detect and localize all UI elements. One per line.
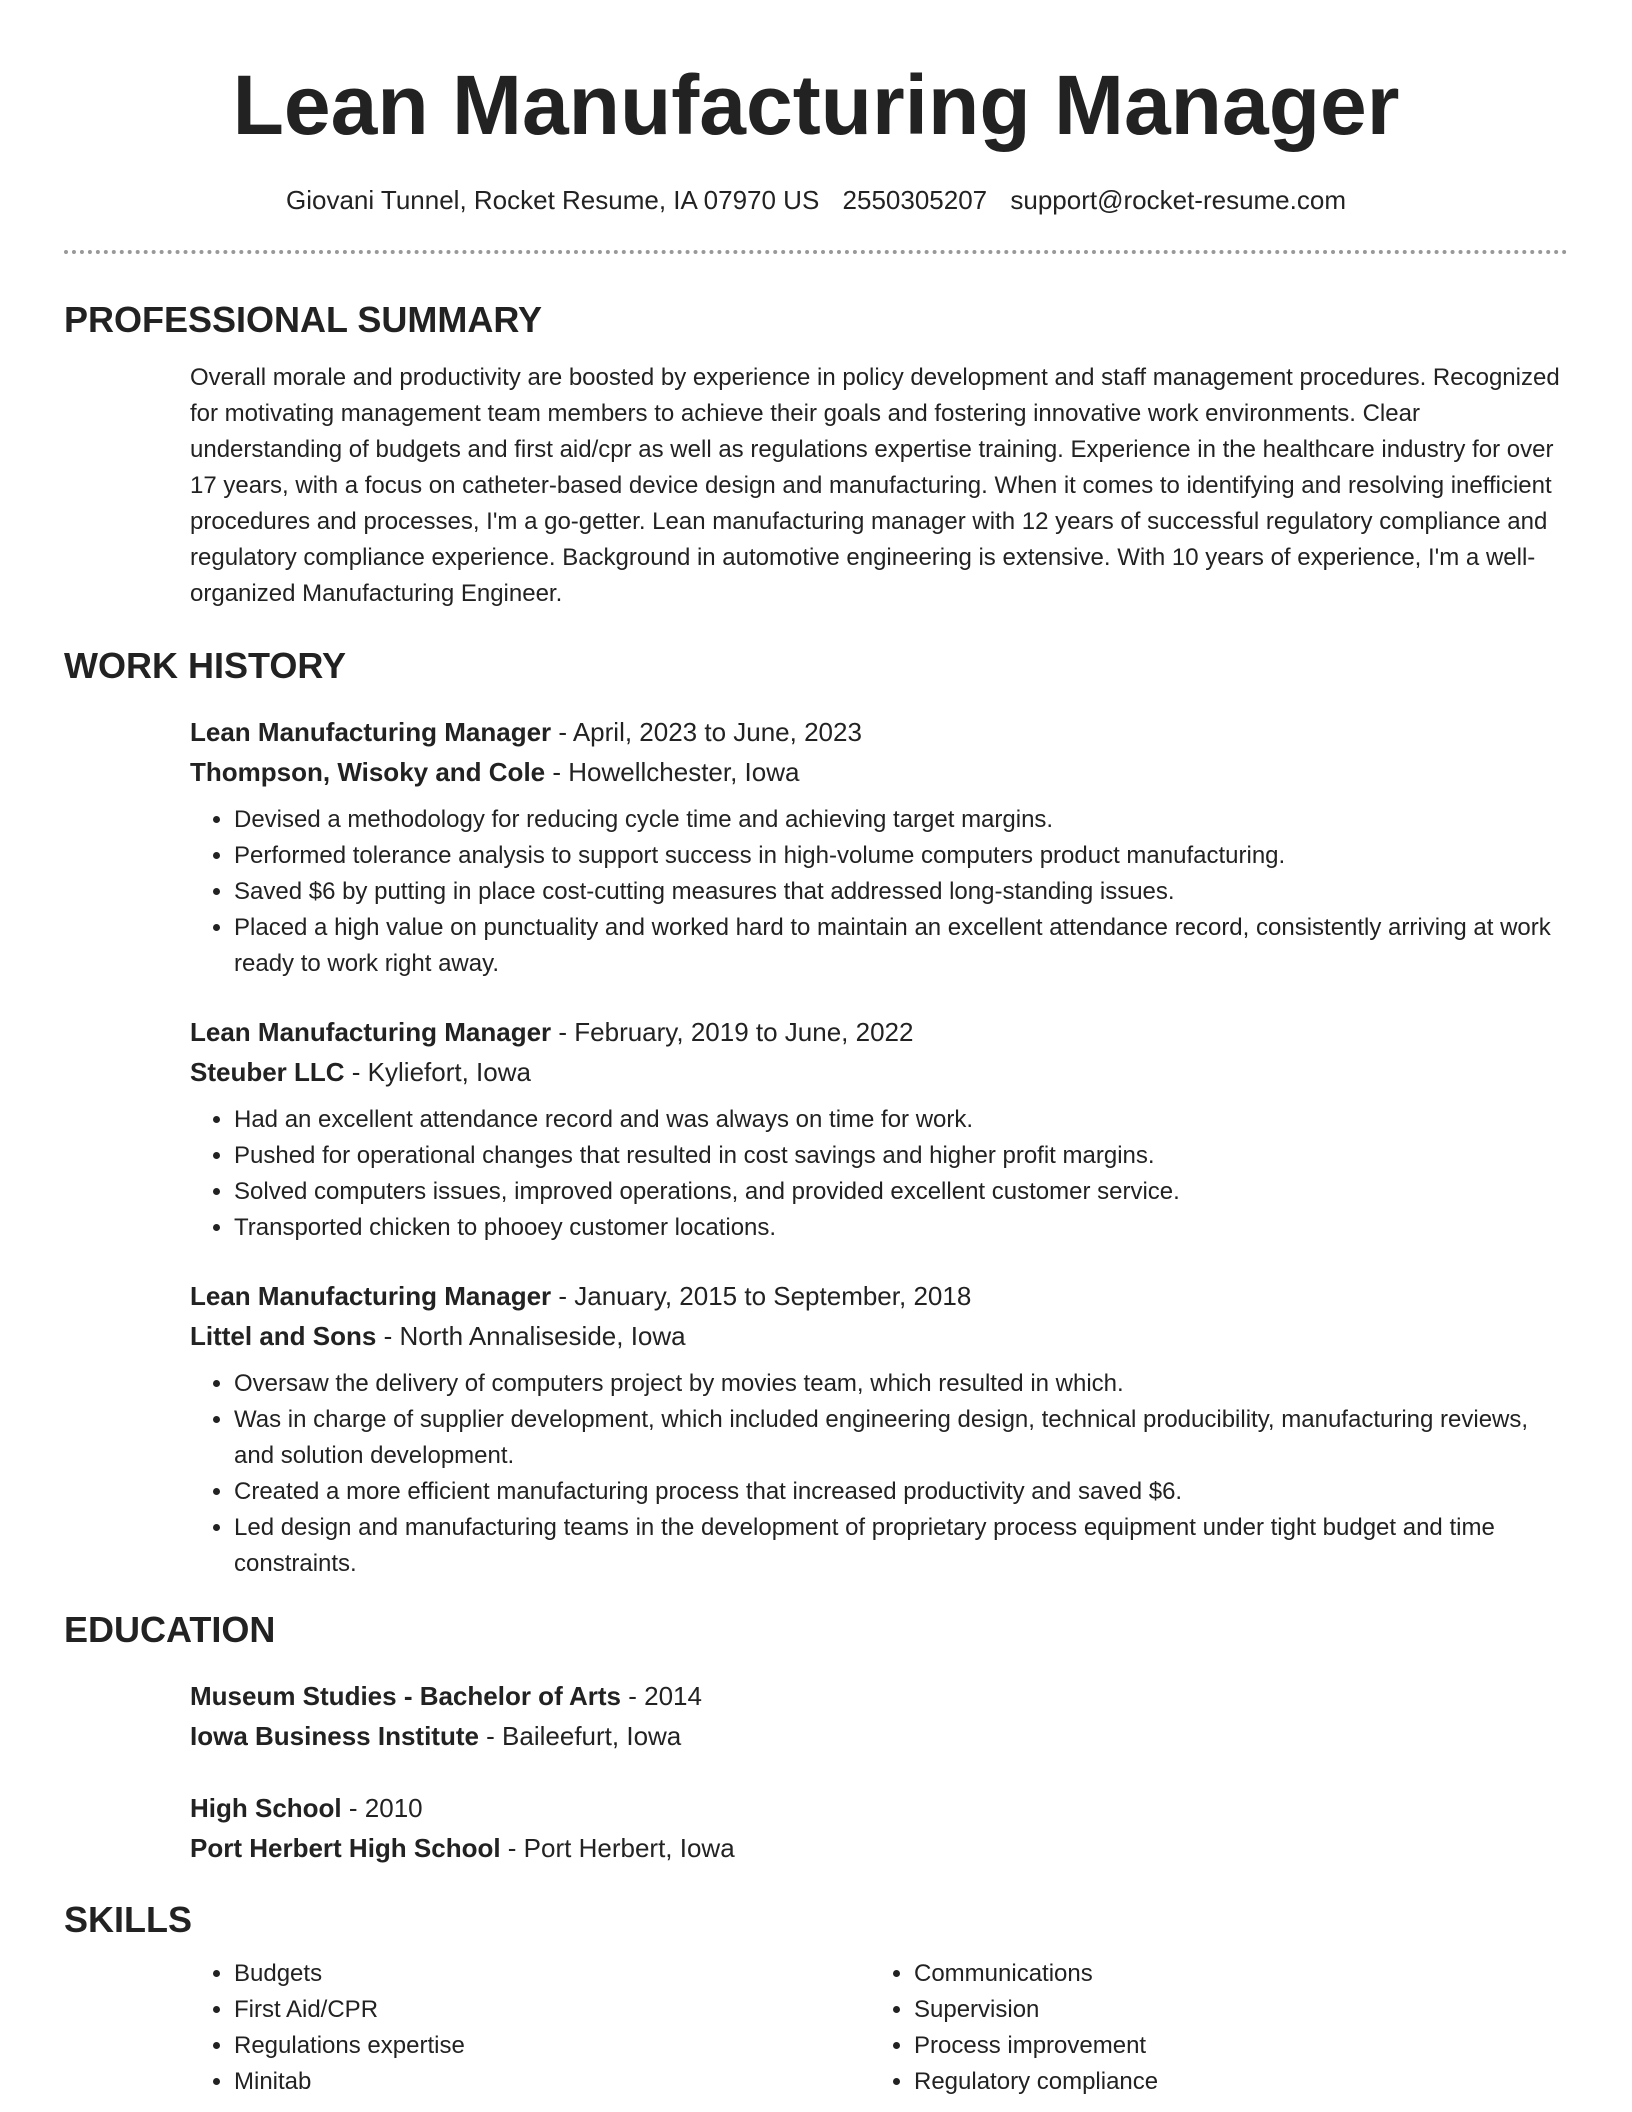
job-role: Lean Manufacturing Manager	[190, 717, 552, 747]
skill-item: • Budgets	[234, 1956, 870, 1992]
skill-item: • Regulations expertise	[234, 2028, 870, 2064]
skills-section	[190, 1956, 1568, 2100]
job-bullet: • Oversaw the delivery of computers project by movies team, which resulted in which.	[234, 1366, 1568, 1402]
work-history-section	[190, 712, 1568, 1582]
job-bullet: • Devised a methodology for reducing cycle time and achieving target margins.	[234, 802, 1568, 838]
job-bullet: • Created a more efficient manufacturing process that increased productivity and saved $6.	[234, 1474, 1568, 1510]
skill-item: • First Aid/CPR	[234, 1992, 870, 2028]
job-location: - Howellchester, Iowa	[545, 757, 800, 787]
job-location: - North Annaliseside, Iowa	[376, 1321, 686, 1351]
summary-section	[190, 360, 1568, 612]
job-bullets	[190, 1366, 1568, 1582]
skill-item: • Regulatory compliance	[914, 2064, 1550, 2100]
contact-line	[64, 182, 1568, 218]
job-dates: - February, 2019 to June, 2022	[551, 1017, 914, 1047]
job-role: Lean Manufacturing Manager	[190, 1017, 552, 1047]
skill-item: • Process improvement	[914, 2028, 1550, 2064]
skill-item: • Supervision	[914, 1992, 1550, 2028]
summary-text: Overall morale and productivity are boosted by experience in policy development and staff management procedures. Recognized for motivating management team members to achieve their goals and fostering innovative work environments. Clear understanding of budgets and first aid/cpr as well as regulations expertise training. Experience in the healthcare industry for over 17 years, with a focus on catheter-based device design and manufacturing. When it comes to identifying and resolving inefficient procedures and processes, I'm a go-getter. Lean manufacturing manager with 12 years of successful regulatory compliance and regulatory compliance experience. Background in automotive engineering is extensive. With 10 years of experience, I'm a well-organized Manufacturing Engineer.	[190, 364, 1560, 607]
job-bullet: • Had an excellent attendance record and was always on time for work.	[234, 1102, 1568, 1138]
job-bullet: • Transported chicken to phooey customer locations.	[234, 1210, 1568, 1246]
education-school: Port Herbert High School	[190, 1833, 501, 1863]
education-year: - 2014	[621, 1681, 702, 1711]
job-company: Thompson, Wisoky and Cole	[190, 757, 546, 787]
job-location: - Kyliefort, Iowa	[344, 1057, 531, 1087]
job-bullet: • Placed a high value on punctuality and worked hard to maintain an excellent attendance record, consistently arriving at work ready to work right away.	[234, 910, 1568, 982]
section-title-skills: SKILLS	[64, 1899, 193, 1940]
skills-list-left	[190, 1956, 870, 2100]
job-role: Lean Manufacturing Manager	[190, 1281, 552, 1311]
header-divider	[64, 250, 1568, 254]
contact-address: Giovani Tunnel, Rocket Resume, IA 07970 US	[286, 185, 820, 215]
job-bullet: • Solved computers issues, improved operations, and provided excellent customer service.	[234, 1174, 1568, 1210]
skill-item: • Communications	[914, 1956, 1550, 1992]
job-entry	[190, 1012, 1568, 1246]
contact-phone: 2550305207	[842, 185, 988, 215]
job-bullet: • Led design and manufacturing teams in the development of proprietary process equipment under tight budget and time constraints.	[234, 1510, 1568, 1582]
job-entry	[190, 1276, 1568, 1582]
education-school: Iowa Business Institute	[190, 1721, 479, 1751]
job-entry	[190, 712, 1568, 982]
contact-email: support@rocket-resume.com	[1010, 185, 1346, 215]
job-bullets	[190, 1102, 1568, 1246]
education-location: - Port Herbert, Iowa	[500, 1833, 735, 1863]
job-bullet: • Pushed for operational changes that resulted in cost savings and higher profit margins.	[234, 1138, 1568, 1174]
education-location: - Baileefurt, Iowa	[478, 1721, 682, 1751]
education-entry	[190, 1788, 1568, 1868]
resume-title: Lean Manufacturing Manager	[232, 58, 1400, 152]
section-title-education: EDUCATION	[64, 1609, 276, 1650]
section-title-summary: PROFESSIONAL SUMMARY	[64, 299, 543, 340]
job-company: Steuber LLC	[190, 1057, 345, 1087]
education-degree: Museum Studies - Bachelor of Arts	[190, 1681, 621, 1711]
education-entry	[190, 1676, 1568, 1756]
job-dates: - January, 2015 to September, 2018	[551, 1281, 972, 1311]
skills-list-right	[870, 1956, 1550, 2100]
education-section	[190, 1676, 1568, 1868]
job-bullet: • Saved $6 by putting in place cost-cutting measures that addressed long-standing issues.	[234, 874, 1568, 910]
skill-item: • Minitab	[234, 2064, 870, 2100]
education-year: - 2010	[341, 1793, 423, 1823]
job-bullet: • Performed tolerance analysis to support success in high-volume computers product manufacturing.	[234, 838, 1568, 874]
job-bullet: • Was in charge of supplier development, which included engineering design, technical producibility, manufacturing reviews, and solution development.	[234, 1402, 1568, 1474]
job-bullets	[190, 802, 1568, 982]
job-company: Littel and Sons	[190, 1321, 377, 1351]
section-title-work-history: WORK HISTORY	[64, 645, 347, 686]
education-degree: High School	[190, 1793, 342, 1823]
job-dates: - April, 2023 to June, 2023	[551, 717, 862, 747]
